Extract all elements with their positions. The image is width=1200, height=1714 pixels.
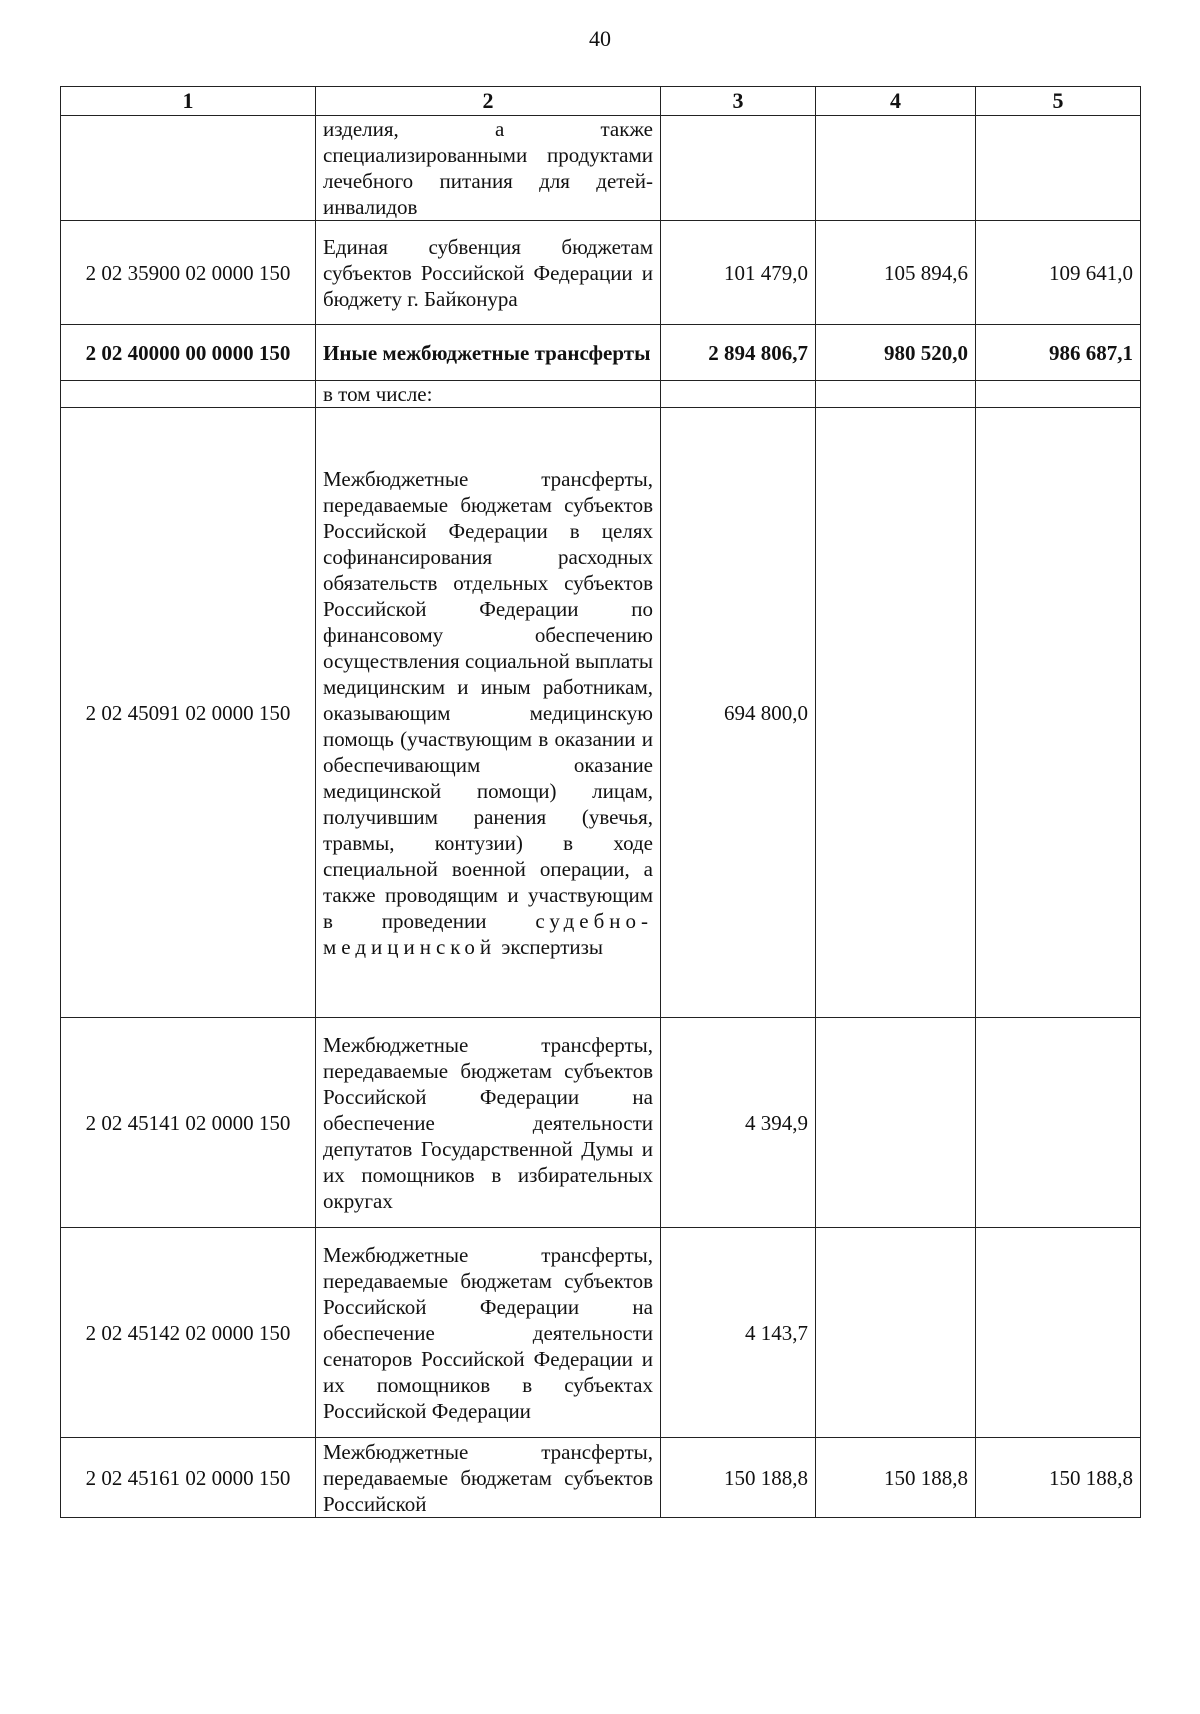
row-value-3: 4 143,7 [661,1228,816,1438]
table-row [61,1438,1141,1518]
row-code: 2 02 45091 02 0000 150 [61,408,316,1018]
row-value-4: 980 520,0 [816,325,976,381]
column-header-1: 1 [61,87,316,116]
column-header-4: 4 [816,87,976,116]
row-description: в том числе: [316,381,661,408]
table-row-total [61,325,1141,381]
column-header-2: 2 [316,87,661,116]
row-value-3: 150 188,8 [661,1438,816,1518]
row-description: Иные межбюджетные трансферты [316,325,661,381]
row-description: Межбюджетные трансферты, передаваемые бюджетам субъектов Российской Федерации на обеспечение деятельности сенаторов Российской Федерации и их помощников в субъектах Российской Федерации [316,1228,661,1438]
table-row [61,1228,1141,1438]
row-code: 2 02 45142 02 0000 150 [61,1228,316,1438]
table-row [61,408,1141,1018]
row-value-3: 694 800,0 [661,408,816,1018]
row-value-5 [976,116,1141,221]
row-value-5: 150 188,8 [976,1438,1141,1518]
row-value-4 [816,116,976,221]
row-description: изделия, а также специализированными продуктами лечебного питания для детей-инвалидов [316,116,661,221]
table-row [61,116,1141,221]
row-code: 2 02 45141 02 0000 150 [61,1018,316,1228]
table-row [61,1018,1141,1228]
row-value-4: 105 894,6 [816,221,976,325]
row-value-3 [661,116,816,221]
row-code: 2 02 45161 02 0000 150 [61,1438,316,1518]
row-description: Межбюджетные трансферты, передаваемые бюджетам субъектов Российской Федерации на обеспечение деятельности депутатов Государственной Думы и их помощников в избирательных округах [316,1018,661,1228]
row-code [61,381,316,408]
row-value-3: 2 894 806,7 [661,325,816,381]
row-value-5 [976,408,1141,1018]
row-description-end: экспертизы [501,934,604,959]
row-value-4 [816,1228,976,1438]
row-description [316,408,661,1018]
column-header-5: 5 [976,87,1141,116]
row-value-4 [816,408,976,1018]
table-row [61,381,1141,408]
row-description-spaced: судебно-медицинской [323,908,653,959]
row-value-3: 4 394,9 [661,1018,816,1228]
row-value-3: 101 479,0 [661,221,816,325]
header-row [61,87,1141,116]
row-value-4: 150 188,8 [816,1438,976,1518]
row-code: 2 02 40000 00 0000 150 [61,325,316,381]
row-description: Единая субвенция бюджетам субъектов Российской Федерации и бюджету г. Байконура [316,221,661,325]
table-row [61,221,1141,325]
row-value-5 [976,381,1141,408]
row-description: Межбюджетные трансферты, передаваемые бюджетам субъектов Российской [316,1438,661,1518]
row-code [61,116,316,221]
row-value-5 [976,1228,1141,1438]
row-value-5: 109 641,0 [976,221,1141,325]
row-value-4 [816,381,976,408]
row-code: 2 02 35900 02 0000 150 [61,221,316,325]
column-header-3: 3 [661,87,816,116]
row-description-main: Межбюджетные трансферты, передаваемые бюджетам субъектов Российской Федерации в целях софинансирования расходных обязательств отдельных субъектов Российской Федерации по финансовому обеспечению осуществления социальной выплаты медицинским и иным работникам, оказывающим медицинскую помощь (участвующим в оказании и обеспечивающим оказание медицинской помощи) лицам, получившим ранения (увечья, травмы, контузии) в ходе специальной военной операции, а также проводящим и участвующим в проведении [323,466,653,933]
row-value-4 [816,1018,976,1228]
budget-table [60,86,1141,1518]
row-value-3 [661,381,816,408]
row-value-5: 986 687,1 [976,325,1141,381]
row-value-5 [976,1018,1141,1228]
page-number: 40 [589,26,611,51]
